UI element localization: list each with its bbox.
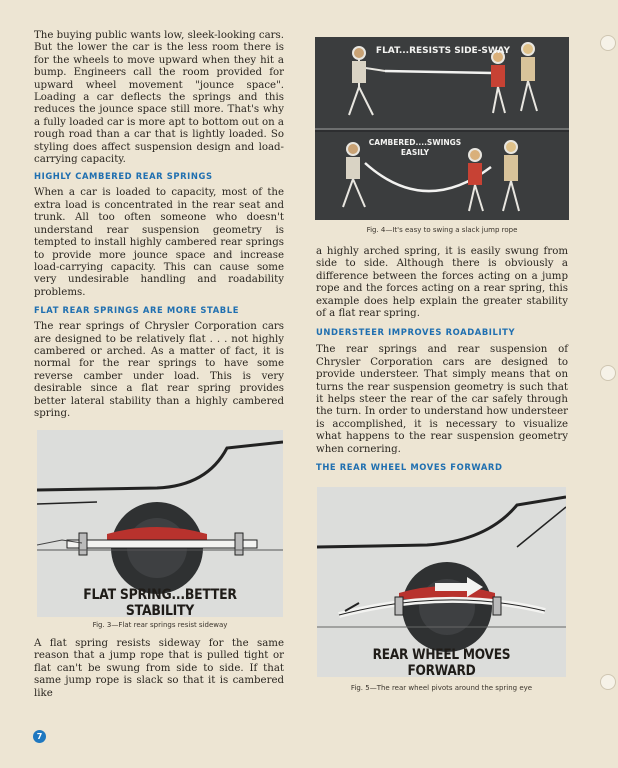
heading-flat-springs: FLAT REAR SPRINGS ARE MORE STABLE	[34, 305, 240, 316]
heading-rear-wheel: THE REAR WHEEL MOVES FORWARD	[316, 462, 503, 473]
figure-4-top-label: FLAT...RESISTS SIDE-SWAY	[375, 46, 511, 56]
figure-4-bottom-label-2: EASILY	[400, 148, 430, 157]
figure-4-illustration	[315, 37, 569, 220]
figure-4	[315, 37, 569, 220]
figure-3-caption: Fig. 3—Flat rear springs resist sideway	[92, 621, 228, 629]
figure-5	[317, 487, 566, 677]
figure-5-caption: Fig. 5—The rear wheel pivots around the spring eye	[350, 684, 533, 692]
figure-3	[37, 430, 283, 617]
left-column-bottom	[34, 638, 284, 700]
cambered-paragraph: When a car is loaded to capacity, most of the extra load is concentrated in the rear seat and trunk. All too often someone who doesn't understand rear suspension geometry is tempted to install highly cambered rear springs to provide more jounce space and increase load-carrying capacity. This can cause some very undesirable handling and roadability problems.	[34, 187, 284, 298]
intro-paragraph: The buying public wants low, sleek-looking cars. But the lower the car is the less room there is for the wheels to move upward when they hit a bump. Engineers call the room provided for upward wheel movement "jounce space". Loading a car deflects the springs and this reduces the jounce space still more. That's why a fully loaded car is more apt to bottom out on a rough road than a car that is lightly loaded. So styling does affect suspension design and load-carrying capacity.	[34, 30, 284, 166]
left-column	[34, 30, 284, 420]
heading-highly-cambered: HIGHLY CAMBERED REAR SPRINGS	[34, 171, 213, 182]
right-column	[316, 246, 568, 472]
binder-hole-bottom	[600, 674, 616, 690]
figure-4-bottom-label-1: CAMBERED....SWINGS	[368, 138, 462, 147]
flat-springs-paragraph: The rear springs of Chrysler Corporation cars are designed to be relatively flat . . . not highly cambered or arched. As a matter of fact, it is normal for the rear springs to have some reverse camber under load. This is very desirable since a flat rear spring provides better lateral stability than a highly cambered spring.	[34, 321, 284, 419]
slack-rope-paragraph: a highly arched spring, it is easily swung from side to side. Although there is obviously a difference between the forces acting on a jump rope and the forces acting on a rear spring, this example does help explain the greater stability of a flat rear spring.	[316, 246, 568, 320]
binder-hole-top	[600, 35, 616, 51]
understeer-paragraph: The rear springs and rear suspension of Chrysler Corporation cars are designed to provide understeer. That simply means that on turns the rear suspension geometry is such that it helps steer the rear of the car safely through the turn. In order to understand how understeer is accomplished, it is necessary to visualize what happens to the rear suspension geometry when cornering.	[316, 344, 568, 455]
figure-5-label: REAR WHEEL MOVES FORWARD	[372, 647, 511, 677]
jump-rope-paragraph: A flat spring resists sideway for the same reason that a jump rope that is pulled tight or flat can't be swung from side to side. If that same jump rope is slack so that it is cambered like	[34, 638, 284, 699]
heading-understeer: UNDERSTEER IMPROVES ROADABILITY	[316, 327, 516, 338]
figure-3-label: FLAT SPRING...BETTER STABILITY	[83, 587, 237, 617]
page-number: 7	[33, 730, 46, 743]
binder-hole-middle	[600, 365, 616, 381]
figure-4-caption: Fig. 4—It's easy to swing a slack jump rope	[366, 226, 518, 234]
